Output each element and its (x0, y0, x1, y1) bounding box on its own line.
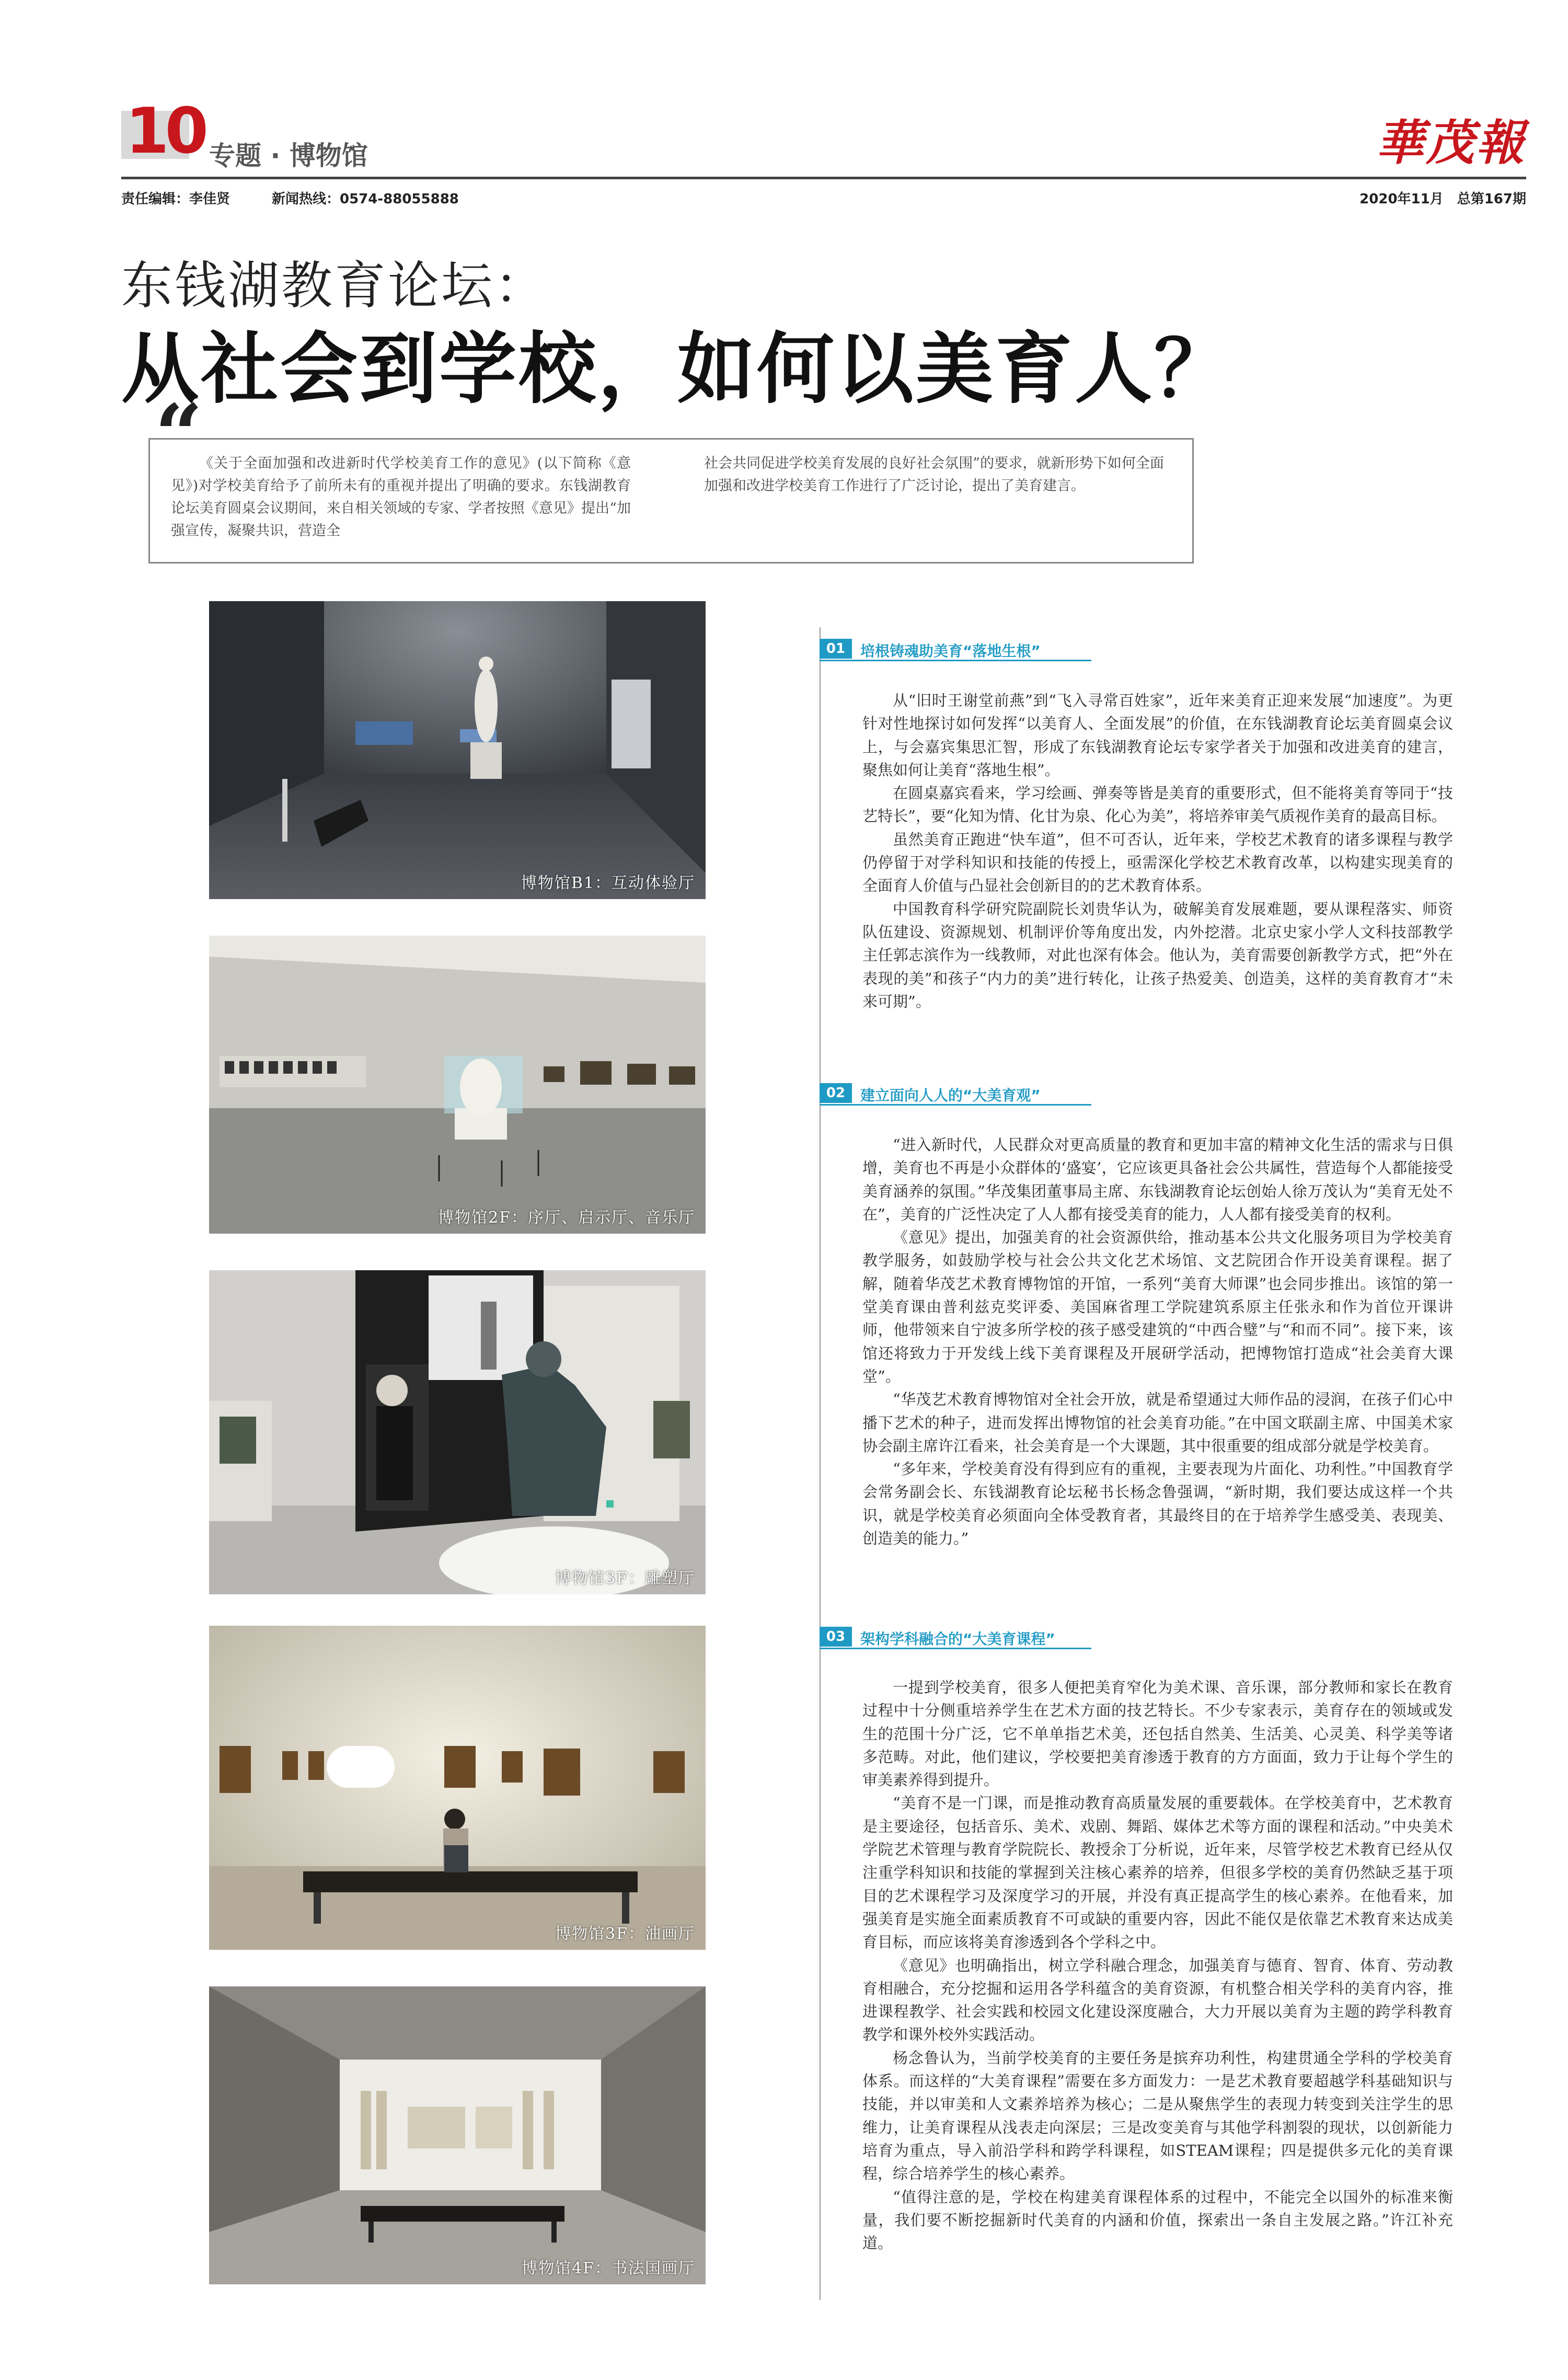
photo-caption: 博物馆B1：互动体验厅 (521, 874, 695, 892)
lead-left-column (171, 452, 631, 542)
section-02-body (862, 1133, 1453, 1550)
section-underline (820, 1648, 1091, 1649)
photo-caption: 博物馆3F：雕塑厅 (555, 1569, 695, 1588)
section-01-body (862, 689, 1453, 1013)
lead-right-column (704, 452, 1164, 497)
section-03-header (820, 1627, 1091, 1647)
photo-calligraphy-hall-image (209, 1986, 706, 2284)
paragraph: “华茂艺术教育博物馆对全社会开放，就是希望通过大师作品的浸润，在孩子们心中播下艺术的种子，进而发挥出博物馆的社会美育功能。”在中国文联副主席、中国美术家协会副主席许江看来，社会美育是一个大课题，其中很重要的组成部分就是学校美育。 (862, 1390, 1453, 1455)
paragraph: 在圆桌嘉宾看来，学习绘画、弹奏等皆是美育的重要形式，但不能将美育等同于“技艺特长”，要“化知为情、化甘为泉、化心为美”，将培养审美气质视作美育的最高目标。 (862, 784, 1453, 825)
paragraph: 一提到学校美育，很多人便把美育窄化为美术课、音乐课，部分教师和家长在教育过程中十分侧重培养学生在艺术方面的技艺特长。不少专家表示，美育存在的领域或发生的范围十分广泛，它不单单指艺术美，还包括自然美、生活美、心灵美、科学美等诸多范畴。对此，他们建议，学校要把美育渗透于教育的方方面面，致力于让每个学生的审美素养得到提升。 (862, 1678, 1453, 1789)
paragraph: “值得注意的是，学校在构建美育课程体系的过程中，不能完全以国外的标准来衡量，我们要不断挖掘新时代美育的内涵和价值，探索出一条自主发展之路。”许江补充道。 (862, 2188, 1453, 2252)
paragraph: “多年来，学校美育没有得到应有的重视，主要表现为片面化、功利性。”中国教育学会常务副会长、东钱湖教育论坛秘书长杨念鲁强调，“新时期，我们要达成这样一个共识，就是学校美育必须面向全体受教育者，其最终目的在于培养学生感受美、表现美、创造美的能力。” (862, 1460, 1453, 1548)
column-divider (820, 627, 821, 2300)
photo-interactive-hall-image (209, 601, 706, 899)
photo-calligraphy-hall (209, 1986, 706, 2284)
paragraph: 《意见》也明确指出，树立学科融合理念，加强美育与德育、智育、体育、劳动教育相融合，充分挖掘和运用各学科蕴含的美育资源，有机整合相关学科的美育内容，推进课程教学、社会实践和校园文化建设深度融合，大力开展以美育为主题的跨学科教育教学和课外校外实践活动。 (862, 1956, 1453, 2044)
paragraph: 杨念鲁认为，当前学校美育的主要任务是摈弃功利性，构建贯通全学科的学校美育体系。而这样的“大美育课程”需要在多方面发力：一是艺术教育要超越学科基础知识与技能，并以审美和人文素养培养为核心；二是从聚焦学生的表现力转变到关注学生的思维力，让美育课程从浅表走向深层；三是改变美育与其他学科割裂的现状，以创新能力培育为重点，导入前沿学科和跨学科课程，如STEAM课程；四是提供多元化的美育课程，综合培养学生的核心素养。 (862, 2049, 1453, 2183)
page-number (121, 95, 204, 168)
paragraph: “进入新时代，人民群众对更高质量的教育和更加丰富的精神文化生活的需求与日俱增，美育也不再是小众群体的‘盛宴’，它应该更具备社会公共属性，营造每个人都能接受美育涵养的氛围。”华茂集团董事局主席、东钱湖教育论坛创始人徐万茂认为“美育无处不在”，美育的广泛性决定了人人都有接受美育的能力，人人都有接受美育的权利。 (862, 1136, 1453, 1223)
photo-caption: 博物馆3F：油画厅 (555, 1925, 695, 1943)
issue-date: 2020年11月 总第167期 (1359, 191, 1526, 207)
masthead-logo: 華茂報 (1375, 114, 1526, 171)
section-underline (820, 1104, 1091, 1106)
section-03-body (862, 1676, 1453, 2255)
photo-interactive-hall (209, 601, 706, 899)
section-01-header (820, 639, 1091, 659)
section-title: 培根铸魂助美育“落地生根” (860, 642, 1041, 660)
photo-caption: 博物馆4F：书法国画厅 (522, 2259, 695, 2278)
photo-prelude-hall (209, 936, 706, 1234)
section-title: 专题 · 博物馆 (209, 141, 368, 171)
section-number: 02 (820, 1083, 852, 1103)
page-number-text: 10 (125, 95, 204, 168)
photo-sculpture-hall-image (209, 1270, 706, 1594)
headline-title: 从社会到学校，如何以美育人？ (121, 324, 1233, 414)
paragraph: 中国教育科学研究院副院长刘贵华认为，破解美育发展难题，要从课程落实、师资队伍建设、资源规划、机制评价等角度出发，内外挖潜。北京史家小学人文科技部教学主任郭志滨作为一线教师，对此也深有体会。他认为，美育需要创新教学方式，把“外在表现的美”和孩子“内力的美”进行转化，让孩子热爱美、创造美，这样的美育教育才“未来可期”。 (862, 900, 1453, 1010)
lead-box (148, 438, 1194, 564)
lead-left-text: 《关于全面加强和改进新时代学校美育工作的意见》(以下简称《意见》)对学校美育给予了前所未有的重视并提出了明确的要求。东钱湖教育论坛美育圆桌会议期间，来自相关领域的专家、学者按照《意见》提出“加强宣传，凝聚共识，营造全 (171, 455, 631, 539)
section-number: 01 (820, 639, 852, 659)
photo-oil-painting-hall-image (209, 1626, 706, 1950)
paragraph: 从“旧时王谢堂前燕”到“飞入寻常百姓家”，近年来美育正迎来发展“加速度”。为更针对性地探讨如何发挥“以美育人、全面发展”的价值，在东钱湖教育论坛美育圆桌会议上，与会嘉宾集思汇智，形成了东钱湖教育论坛专家学者关于加强和改进美育的建言，聚焦如何让美育“落地生根”。 (862, 692, 1453, 779)
section-underline (820, 660, 1091, 661)
headline-kicker: 东钱湖教育论坛： (121, 256, 548, 316)
paragraph: “美育不是一门课，而是推动教育高质量发展的重要载体。在学校美育中，艺术教育是主要途径，包括音乐、美术、戏剧、舞蹈、媒体艺术等方面的课程和活动。”中央美术学院艺术管理与教育学院院长、教授余丁分析说，近年来，尽管学校艺术教育已经从仅注重学科知识和技能的掌握到关注核心素养的培养，但很多学校的美育仍然缺乏基于项目的艺术课程学习及深度学习的开展，并没有真正提高学生的核心素养。在他看来，加强美育是实施全面素质教育不可或缺的重要内容，因此不能仅是依靠艺术教育来达成美育目标，而应该将美育渗透到各个学科之中。 (862, 1794, 1453, 1951)
section-number: 03 (820, 1627, 852, 1647)
paragraph: 虽然美育正跑进“快车道”，但不可否认，近年来，学校艺术教育的诸多课程与教学仍停留于对学科知识和技能的传授上，亟需深化学校艺术教育改革，以构建实现美育的全面育人价值与凸显社会创新目的的艺术教育体系。 (862, 830, 1453, 895)
header-divider (121, 177, 1526, 179)
photo-sculpture-hall (209, 1270, 706, 1594)
lead-right-text: 社会共同促进学校美育发展的良好社会氛围”的要求，就新形势下如何全面加强和改进学校美育工作进行了广泛讨论，提出了美育建言。 (704, 455, 1164, 494)
section-title: 建立面向人人的“大美育观” (860, 1087, 1041, 1104)
section-title: 架构学科融合的“大美育课程” (860, 1630, 1055, 1648)
news-hotline: 新闻热线：0574-88055888 (272, 191, 459, 207)
editor-credit: 责任编辑：李佳贤 (121, 191, 230, 207)
photo-oil-painting-hall (209, 1626, 706, 1950)
photo-caption: 博物馆2F：序厅、启示厅、音乐厅 (438, 1209, 695, 1227)
quote-mark-icon: “ (155, 386, 203, 484)
section-02-header (820, 1083, 1091, 1103)
photo-prelude-hall-image (209, 936, 706, 1234)
paragraph: 《意见》提出，加强美育的社会资源供给，推动基本公共文化服务项目为学校美育教学服务，如鼓励学校与社会公共文化艺术场馆、文艺院团合作开设美育课程。据了解，随着华茂艺术教育博物馆的开馆，一系列“美育大师课”也会同步推出。该馆的第一堂美育课由普利兹克奖评委、美国麻省理工学院建筑系原主任张永和作为首位开课讲师，他带领来自宁波多所学校的孩子感受建筑的“中西合璧”与“和而不同”。接下来，该馆还将致力于开发线上线下美育课程及开展研学活动，把博物馆打造成“社会美育大课堂”。 (862, 1228, 1453, 1385)
